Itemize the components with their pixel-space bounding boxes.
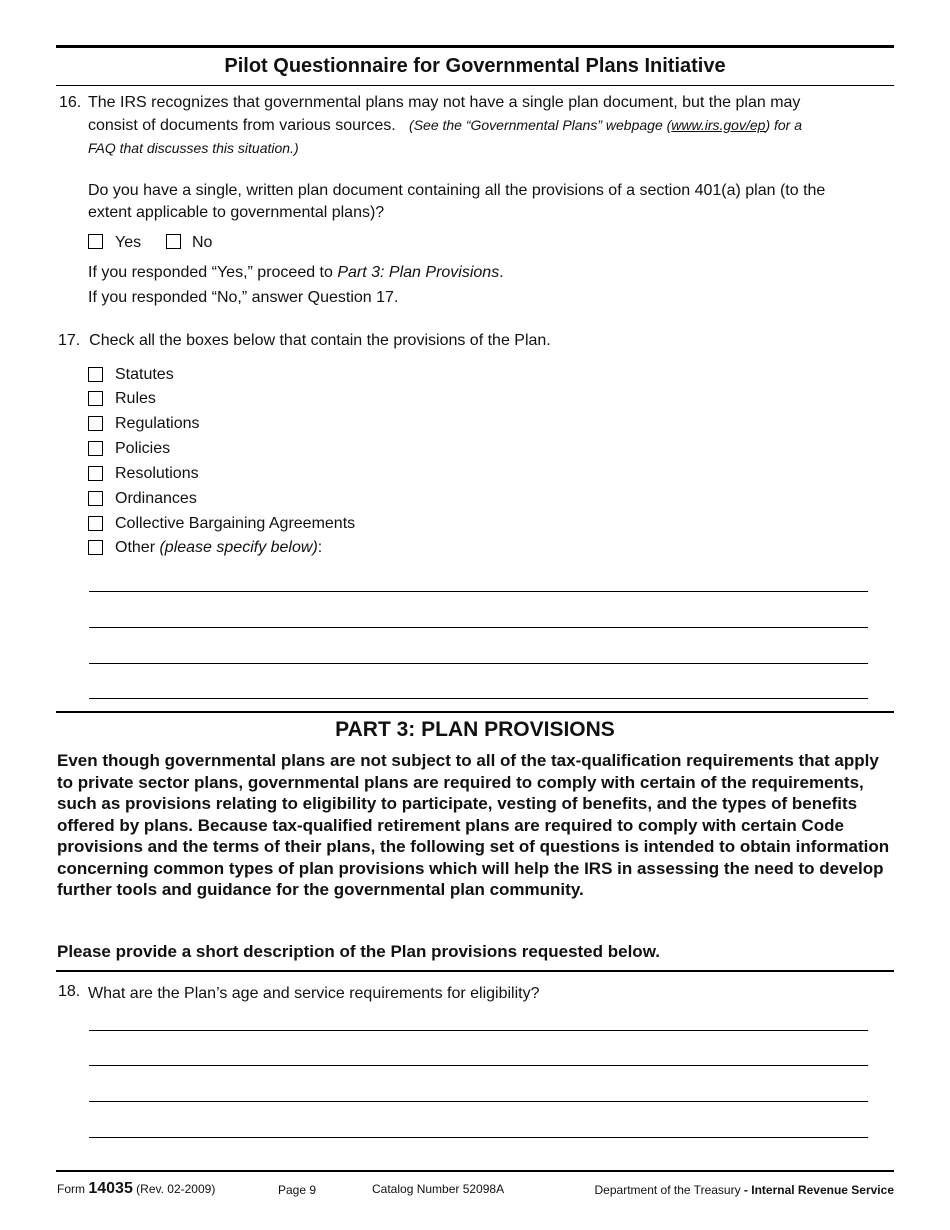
policies-label: Policies [115,440,171,457]
q18-answer-line[interactable] [89,1030,868,1031]
no-checkbox[interactable] [166,234,181,249]
statutes-checkbox[interactable] [88,367,103,382]
q16-text-line1: The IRS recognizes that governmental plans may not have a single plan document, but the plan may [88,94,801,111]
rules-checkbox[interactable] [88,391,103,406]
resolutions-label: Resolutions [115,465,199,482]
q16-text-line2: consist of documents from various sources. (See the “Governmental Plans” webpage (www.irs.gov/ep) for a [88,117,803,134]
part3-paragraph: Even though governmental plans are not subject to all of the tax-qualification requirements that apply to private sector plans, governmental plans are required to comply with certain of the requirements, such as provisions relating to eligibility to participate, vesting of benefits, and the types of benefits offered by plans. Because tax-qualified retirement plans are required to comply with certain Code provisions and the terms of their plans, the following set of questions is intended to obtain information concerning common types of plan provisions which will help the IRS in assessing the need to develop further tools and guidance for the governmental plan community. [57,751,890,899]
top-rule [56,45,894,48]
regulations-checkbox[interactable] [88,416,103,431]
q18-text: What are the Plan’s age and service requirements for eligibility? [88,985,540,1002]
part3-bottom-rule [56,970,894,972]
part3-instruction: Please provide a short description of the Plan provisions requested below. [57,942,661,961]
q17-answer-line[interactable] [89,698,868,699]
rules-label: Rules [115,390,156,407]
title-rule [56,85,894,86]
q16-number: 16. [59,94,82,111]
regulations-label: Regulations [115,415,200,432]
page-number: Page 9 [278,1183,317,1197]
part3-top-rule [56,711,894,713]
q17-answer-line[interactable] [89,627,868,628]
q16-instruction-yes: If you responded “Yes,” proceed to Part 3: Plan Provisions. [88,264,504,281]
q18-answer-line[interactable] [89,1101,868,1102]
other-checkbox[interactable] [88,540,103,555]
q18-answer-line[interactable] [89,1137,868,1138]
no-label: No [192,234,213,251]
cba-label: Collective Bargaining Agreements [115,515,356,532]
q17-number: 17. [58,332,81,349]
ordinances-checkbox[interactable] [88,491,103,506]
q18-answer-line[interactable] [89,1065,868,1066]
statutes-label: Statutes [115,366,174,383]
resolutions-checkbox[interactable] [88,466,103,481]
q16-question-line1: Do you have a single, written plan document containing all the provisions of a section 401(a) plan (to the [88,182,826,199]
q16-instruction-no: If you responded “No,” answer Question 17. [88,289,399,306]
q17-answer-line[interactable] [89,591,868,592]
policies-checkbox[interactable] [88,441,103,456]
department: Department of the Treasury - Internal Revenue Service [594,1183,894,1197]
catalog-number: Catalog Number 52098A [372,1182,505,1196]
q18-number: 18. [58,983,81,1000]
form-id: Form 14035 (Rev. 02-2009) [57,1180,216,1197]
yes-label: Yes [115,234,142,251]
q17-answer-line[interactable] [89,663,868,664]
cba-checkbox[interactable] [88,516,103,531]
q16-note-line2: FAQ that discusses this situation.) [88,140,299,156]
page-title: Pilot Questionnaire for Governmental Plans Initiative [224,55,726,77]
q16-question-line2: extent applicable to governmental plans)? [88,204,385,221]
q17-question [58,330,551,352]
part3-title: PART 3: PLAN PROVISIONS [335,718,615,741]
q17-text: Check all the boxes below that contain the provisions of the Plan. [89,332,551,349]
yes-checkbox[interactable] [88,234,103,249]
footer-rule [56,1170,894,1172]
irs-ep-link[interactable]: www.irs.gov/ep [671,117,766,133]
ordinances-label: Ordinances [115,490,197,507]
other-label: Other (please specify below): [115,539,323,556]
